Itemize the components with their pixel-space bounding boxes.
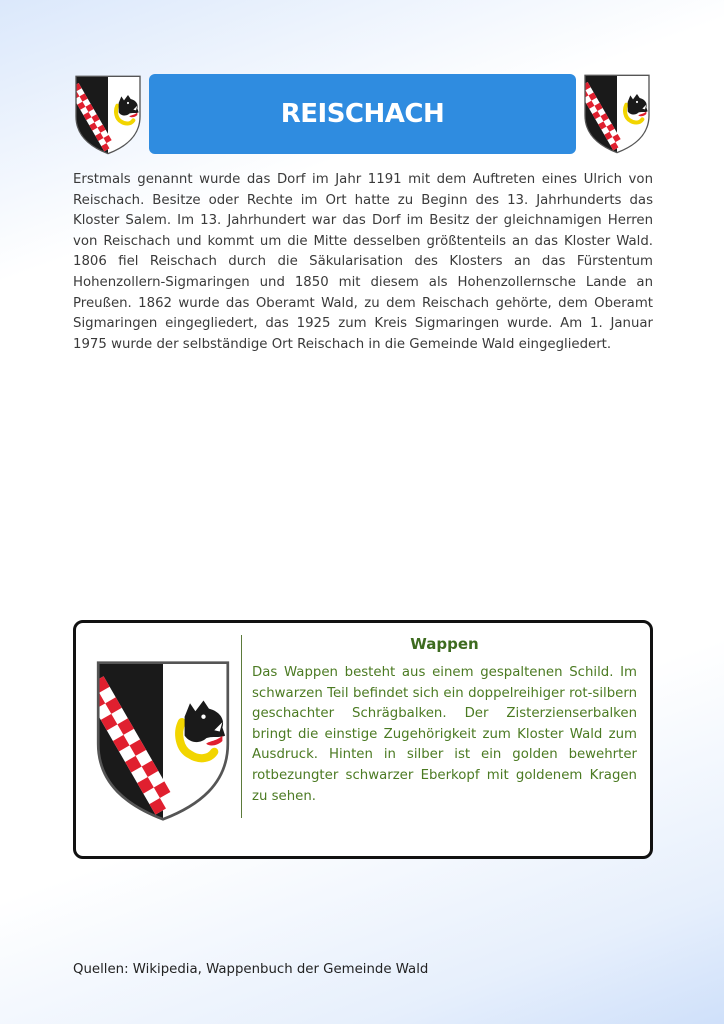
- coat-of-arms-icon: [90, 660, 236, 822]
- history-paragraph: Erstmals genannt wurde das Dorf im Jahr 1191 mit dem Auftreten eines Ulrich von Reischach. Besitze oder Rechte im Ort hatte zu Beginn des 13. Jahrhunderts das Kloster Salem. Im 13. Jahrhundert war das Dorf im Besitz der gleichnamigen Herren von Reischach und kommt um die Mitte desselben größtenteils an das Kloster Wald. 1806 fiel Reischach durch die Säkularisation des Klosters an das Fürstentum Hohenzollern-Sigmaringen und 1850 mit diesem als Hohenzollernsche Lande an Preußen. 1862 wurde das Oberamt Wald, zu dem Reischach gehörte, dem Oberamt Sigmaringen eingegliedert, das 1925 zum Kreis Sigmaringen wurde. Am 1. Januar 1975 wurde der selbständige Ort Reischach in die Gemeinde Wald eingegliedert.: [73, 172, 653, 352]
- sources-note: Quellen: Wikipedia, Wappenbuch der Gemeinde Wald: [73, 962, 429, 977]
- page-title: REISCHACH: [280, 99, 445, 129]
- wappen-description: Das Wappen besteht aus einem gespaltenen Schild. Im schwarzen Teil befindet sich ein doppelreihiger rot-silbern geschachter Schrägbalken. Der Zisterzienserbalken bringt die einstige Zugehörigkeit zum Kloster Wald zum Ausdruck. Hinten in silber ist ein golden bewehrter rotbezungter schwarzer Eberkopf mit goldenem Kragen zu sehen.: [252, 665, 637, 804]
- wappen-heading: Wappen: [410, 635, 479, 653]
- coat-of-arms-icon: [73, 75, 143, 155]
- title-banner: [149, 74, 576, 154]
- divider: [241, 635, 242, 818]
- coat-of-arms-icon: [582, 74, 652, 154]
- wappen-card: [73, 620, 653, 859]
